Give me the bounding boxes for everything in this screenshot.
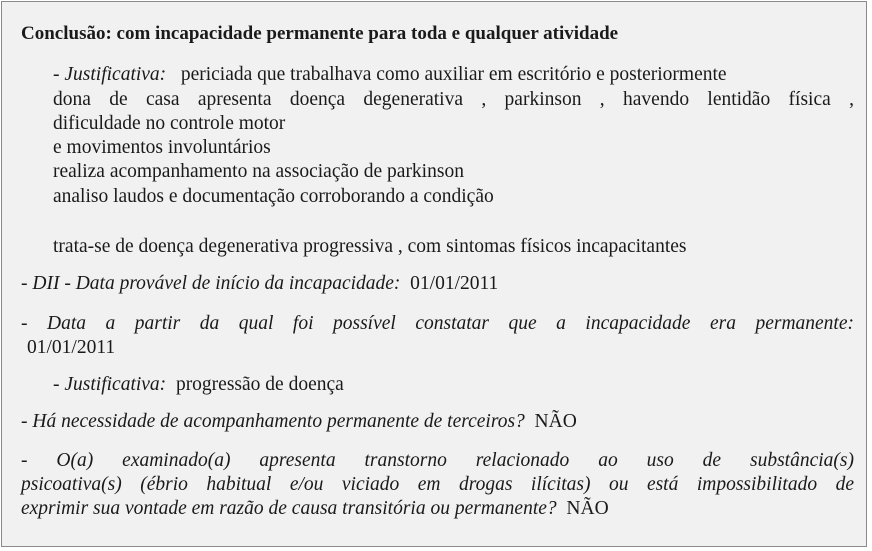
justification-text-1: periciada que trabalhava como auxiliar em escritório e posteriormente: [180, 64, 727, 85]
permanent-justification-value: progressão de doença: [175, 374, 344, 395]
permanent-value: 01/01/2011: [27, 337, 116, 358]
substance-line-3: [21, 497, 609, 521]
justification-line-2: dona de casa apresenta doença degenerativa , parkinson , havendo lentidão física ,: [53, 89, 854, 110]
dii-value: 01/01/2011: [410, 273, 499, 294]
permanent-label: - Data a partir da qual foi possível constatar que a incapacidade era permanente:: [21, 313, 854, 334]
justification-line-1: [53, 63, 854, 87]
dii-label: Data provável de início da incapacidade:: [75, 273, 401, 294]
substance-value: NÃO: [566, 498, 609, 519]
justification-label: - Justificativa:: [53, 64, 167, 85]
dii-prefix: - DII -: [21, 273, 71, 294]
third-party-line: [21, 410, 577, 434]
justification-line-3: dificuldade no controle motor: [53, 113, 286, 134]
conclusion-title: Conclusão: com incapacidade permanente para toda e qualquer atividade: [21, 23, 619, 44]
justification-line-5: realiza acompanhamento na associação de parkinson: [53, 161, 464, 182]
substance-question-end: exprimir sua vontade em razão de causa transitória ou permanente?: [21, 498, 557, 519]
justification-line-7: trata-se de doença degenerativa progressiva , com sintomas físicos incapacitantes: [53, 236, 687, 257]
third-party-value: NÃO: [534, 411, 577, 432]
permanent-justification-label: - Justificativa:: [53, 374, 167, 395]
substance-line-2: psicoativa(s) (ébrio habitual e/ou viciado em drogas ilícitas) ou está impossibilitado de: [21, 474, 854, 495]
justification-line-6: analiso laudos e documentação corroborando a condição: [53, 186, 494, 207]
permanent-justification: [53, 373, 344, 397]
third-party-label: - Há necessidade de acompanhamento permanente de terceiros?: [21, 411, 525, 432]
report-box: [1, 1, 867, 547]
justification-line-4: e movimentos involuntários: [53, 137, 271, 158]
substance-line-1: - O(a) examinado(a) apresenta transtorno relacionado ao uso de substância(s): [21, 450, 854, 471]
dii-line: [21, 272, 498, 296]
